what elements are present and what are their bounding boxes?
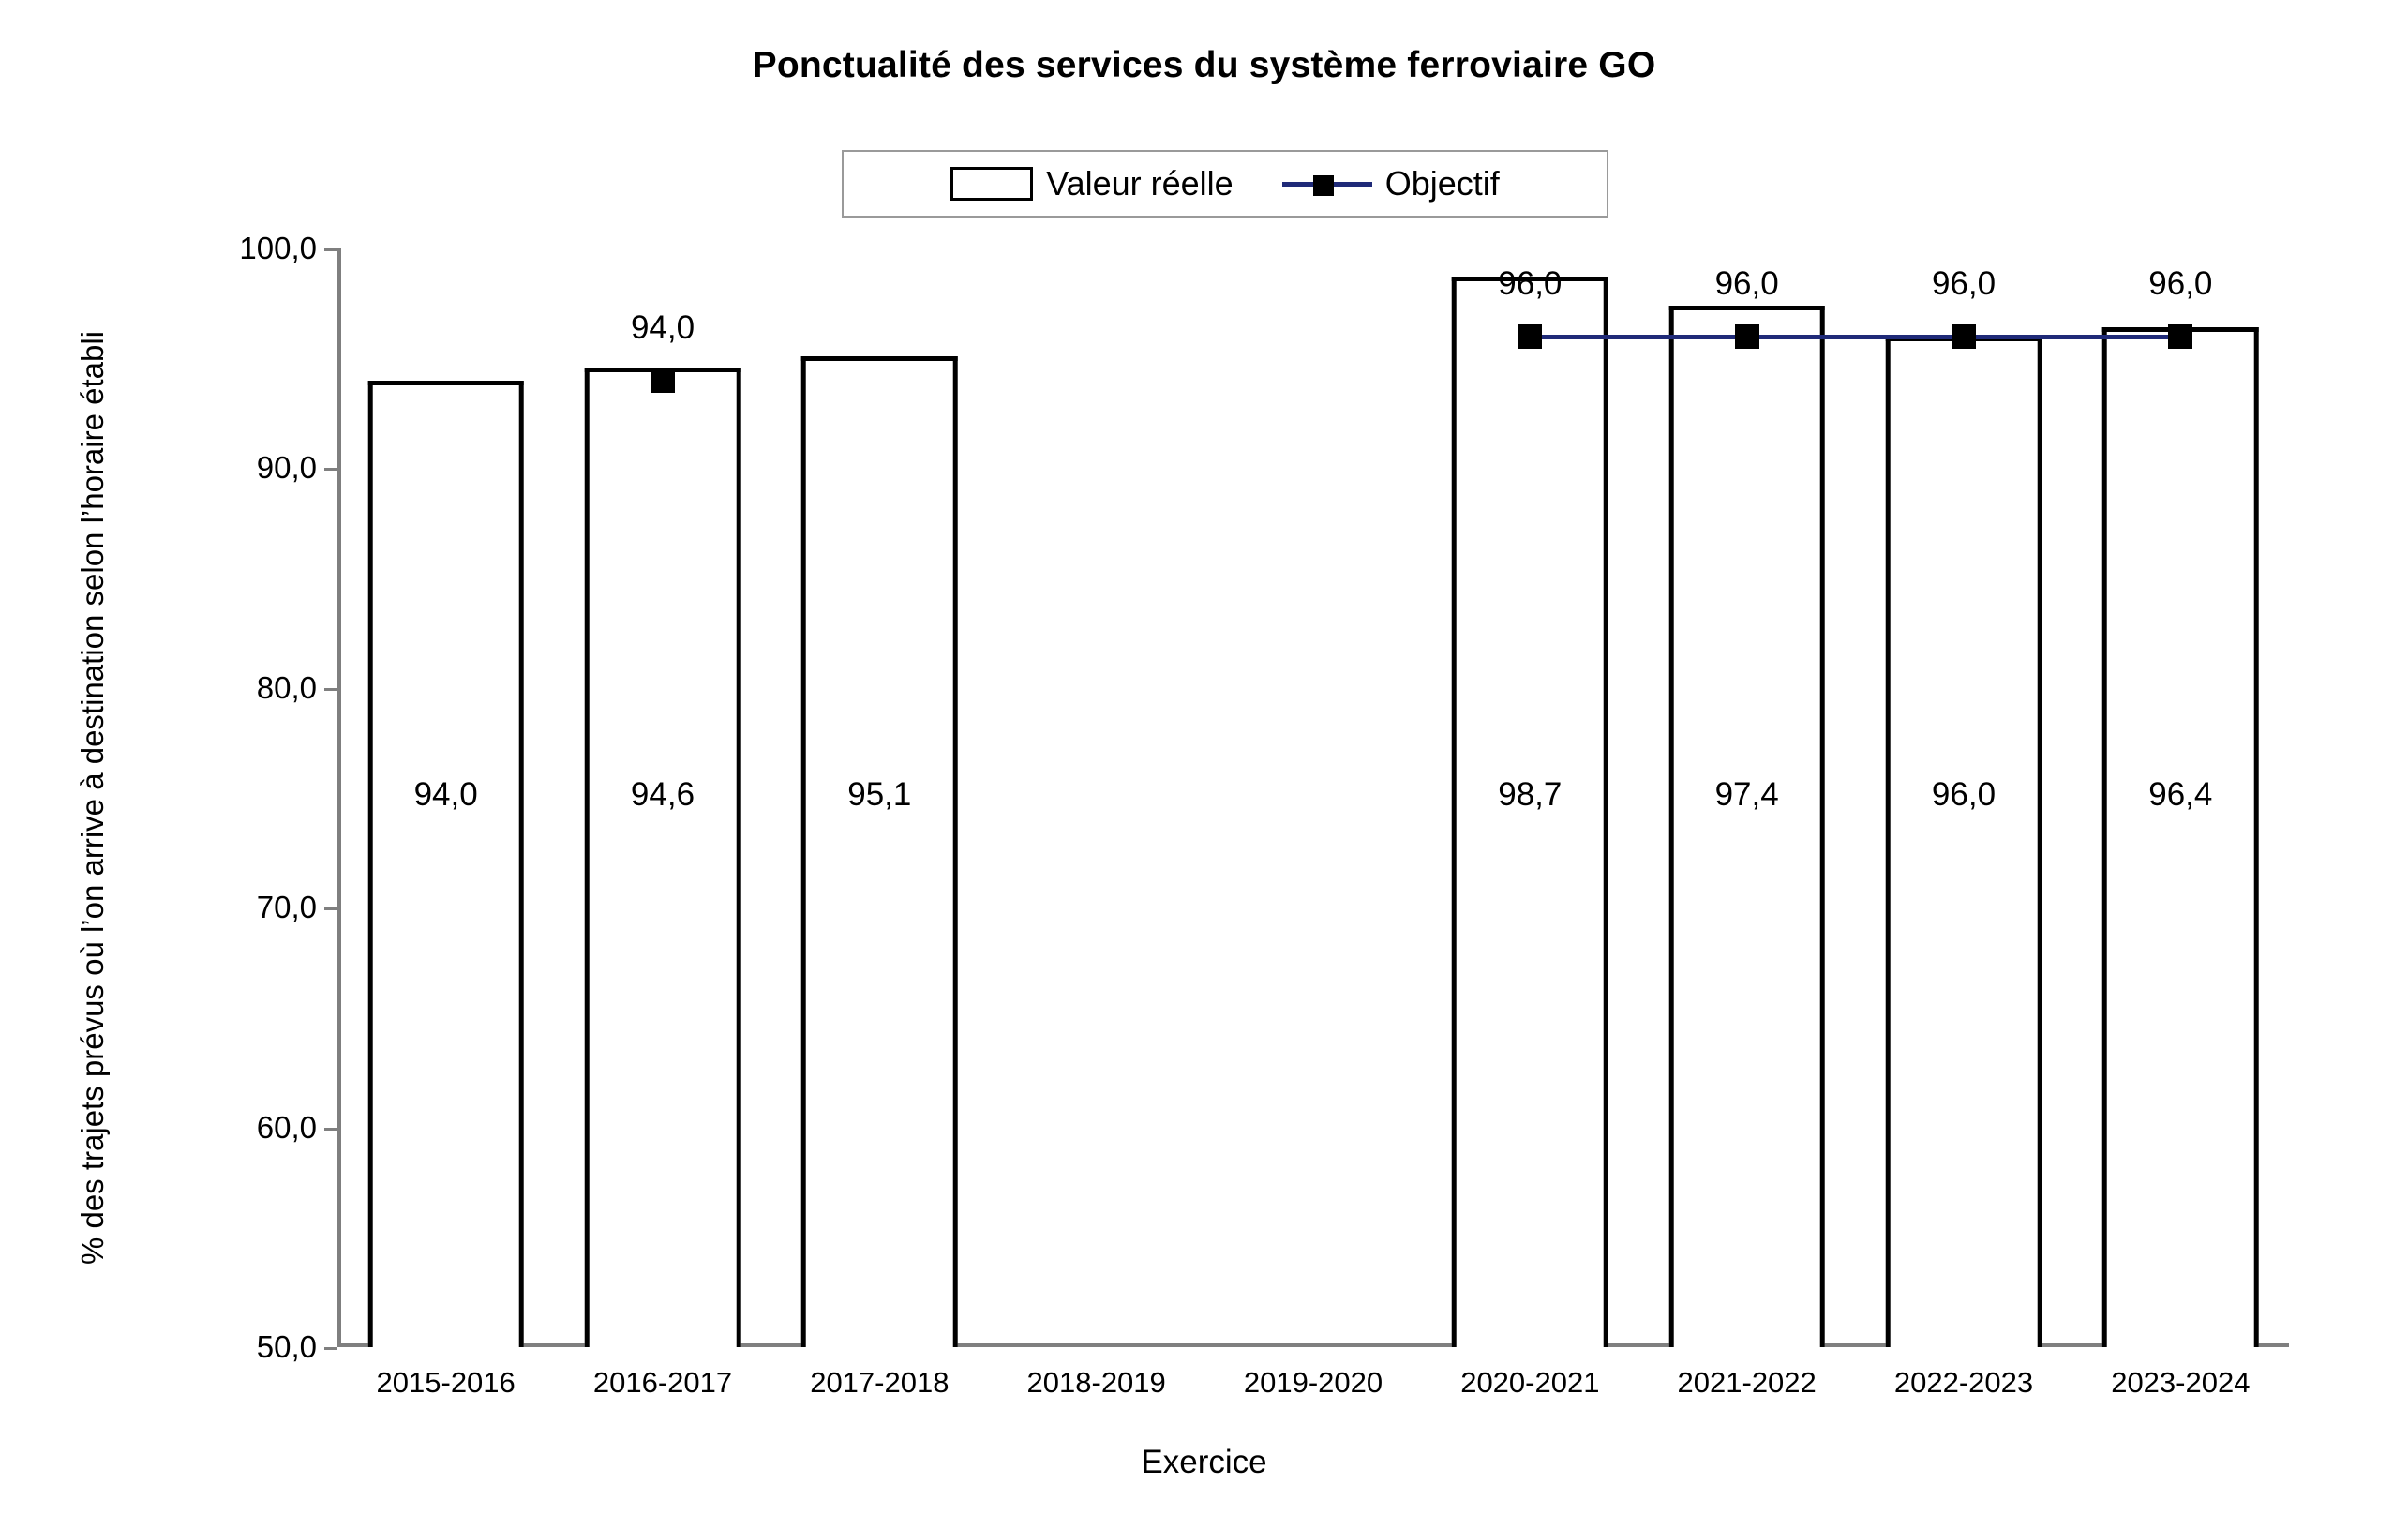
target-marker[interactable] <box>1735 324 1759 349</box>
x-tick-label: 2017-2018 <box>810 1366 950 1399</box>
y-tick-mark <box>324 1128 337 1131</box>
y-axis-title: % des trajets prévus où l’on arrive à destination selon l’horaire établi <box>75 330 110 1266</box>
target-value-label: 94,0 <box>630 308 695 346</box>
x-tick-label: 2018-2019 <box>1026 1366 1166 1399</box>
x-tick-label: 2019-2020 <box>1243 1366 1383 1399</box>
y-tick-mark <box>324 1347 337 1350</box>
bar-slot <box>554 248 770 1347</box>
bar-slot <box>1638 248 1855 1347</box>
bar-slot <box>337 248 554 1347</box>
bar-value-label: 94,0 <box>413 775 478 813</box>
x-tick-label: 2022-2023 <box>1893 1366 2034 1399</box>
x-axis-title: Exercice <box>1141 1444 1267 1480</box>
target-line <box>1530 335 2180 339</box>
y-tick-label: 60,0 <box>256 1109 317 1145</box>
target-marker[interactable] <box>651 368 675 393</box>
bar-slot <box>1855 248 2071 1347</box>
y-tick-mark <box>324 468 337 471</box>
bar[interactable] <box>801 356 958 1347</box>
bar-slot <box>771 248 988 1347</box>
bar-value-label: 96,4 <box>2148 775 2213 813</box>
target-marker[interactable] <box>2168 324 2192 349</box>
bar-slot <box>988 248 1204 1347</box>
target-value-label: 96,0 <box>1714 264 1779 302</box>
bar[interactable] <box>1668 306 1825 1347</box>
legend-bar-swatch-icon <box>950 167 1033 201</box>
target-value-label: 96,0 <box>2148 264 2213 302</box>
x-tick-label: 2016-2017 <box>592 1366 733 1399</box>
bar[interactable] <box>367 381 524 1347</box>
target-marker[interactable] <box>1518 324 1542 349</box>
y-tick-label: 90,0 <box>256 450 317 486</box>
legend-item-actual <box>950 164 1233 203</box>
y-tick-mark <box>324 688 337 691</box>
bar-value-label: 96,0 <box>1931 775 1997 813</box>
plot-area <box>239 231 2289 1399</box>
legend-label-target: Objectif <box>1384 164 1500 202</box>
bar-value-label: 98,7 <box>1498 775 1563 813</box>
target-value-label: 96,0 <box>1498 264 1563 302</box>
bar-value-label: 95,1 <box>847 775 912 813</box>
bar-slot <box>1422 248 1638 1347</box>
target-marker[interactable] <box>1952 324 1976 349</box>
chart-legend <box>842 150 1608 218</box>
target-value-label: 96,0 <box>1931 264 1997 302</box>
x-tick-label: 2023-2024 <box>2111 1366 2251 1399</box>
bar-slot <box>2072 248 2289 1347</box>
legend-item-target <box>1282 164 1500 203</box>
y-tick-label: 100,0 <box>239 231 317 265</box>
y-tick-label: 70,0 <box>256 890 317 925</box>
y-tick-mark <box>324 248 337 251</box>
x-tick-label: 2021-2022 <box>1677 1366 1817 1399</box>
y-tick-label: 80,0 <box>256 669 317 705</box>
bar-value-label: 94,6 <box>630 775 695 813</box>
bar-slot <box>1204 248 1421 1347</box>
x-tick-label: 2020-2021 <box>1460 1366 1600 1399</box>
y-tick-mark <box>324 908 337 910</box>
y-tick-label: 50,0 <box>256 1329 317 1364</box>
legend-line-swatch-icon <box>1282 170 1372 198</box>
legend-label-actual: Valeur réelle <box>1046 164 1234 202</box>
chart-title: Ponctualité des services du système ferroviaire GO <box>752 45 1656 85</box>
bar-value-label: 97,4 <box>1714 775 1779 813</box>
x-tick-label: 2015-2016 <box>376 1366 516 1399</box>
bar[interactable] <box>585 368 741 1347</box>
bar[interactable] <box>1886 337 2042 1347</box>
bar[interactable] <box>2102 327 2259 1347</box>
